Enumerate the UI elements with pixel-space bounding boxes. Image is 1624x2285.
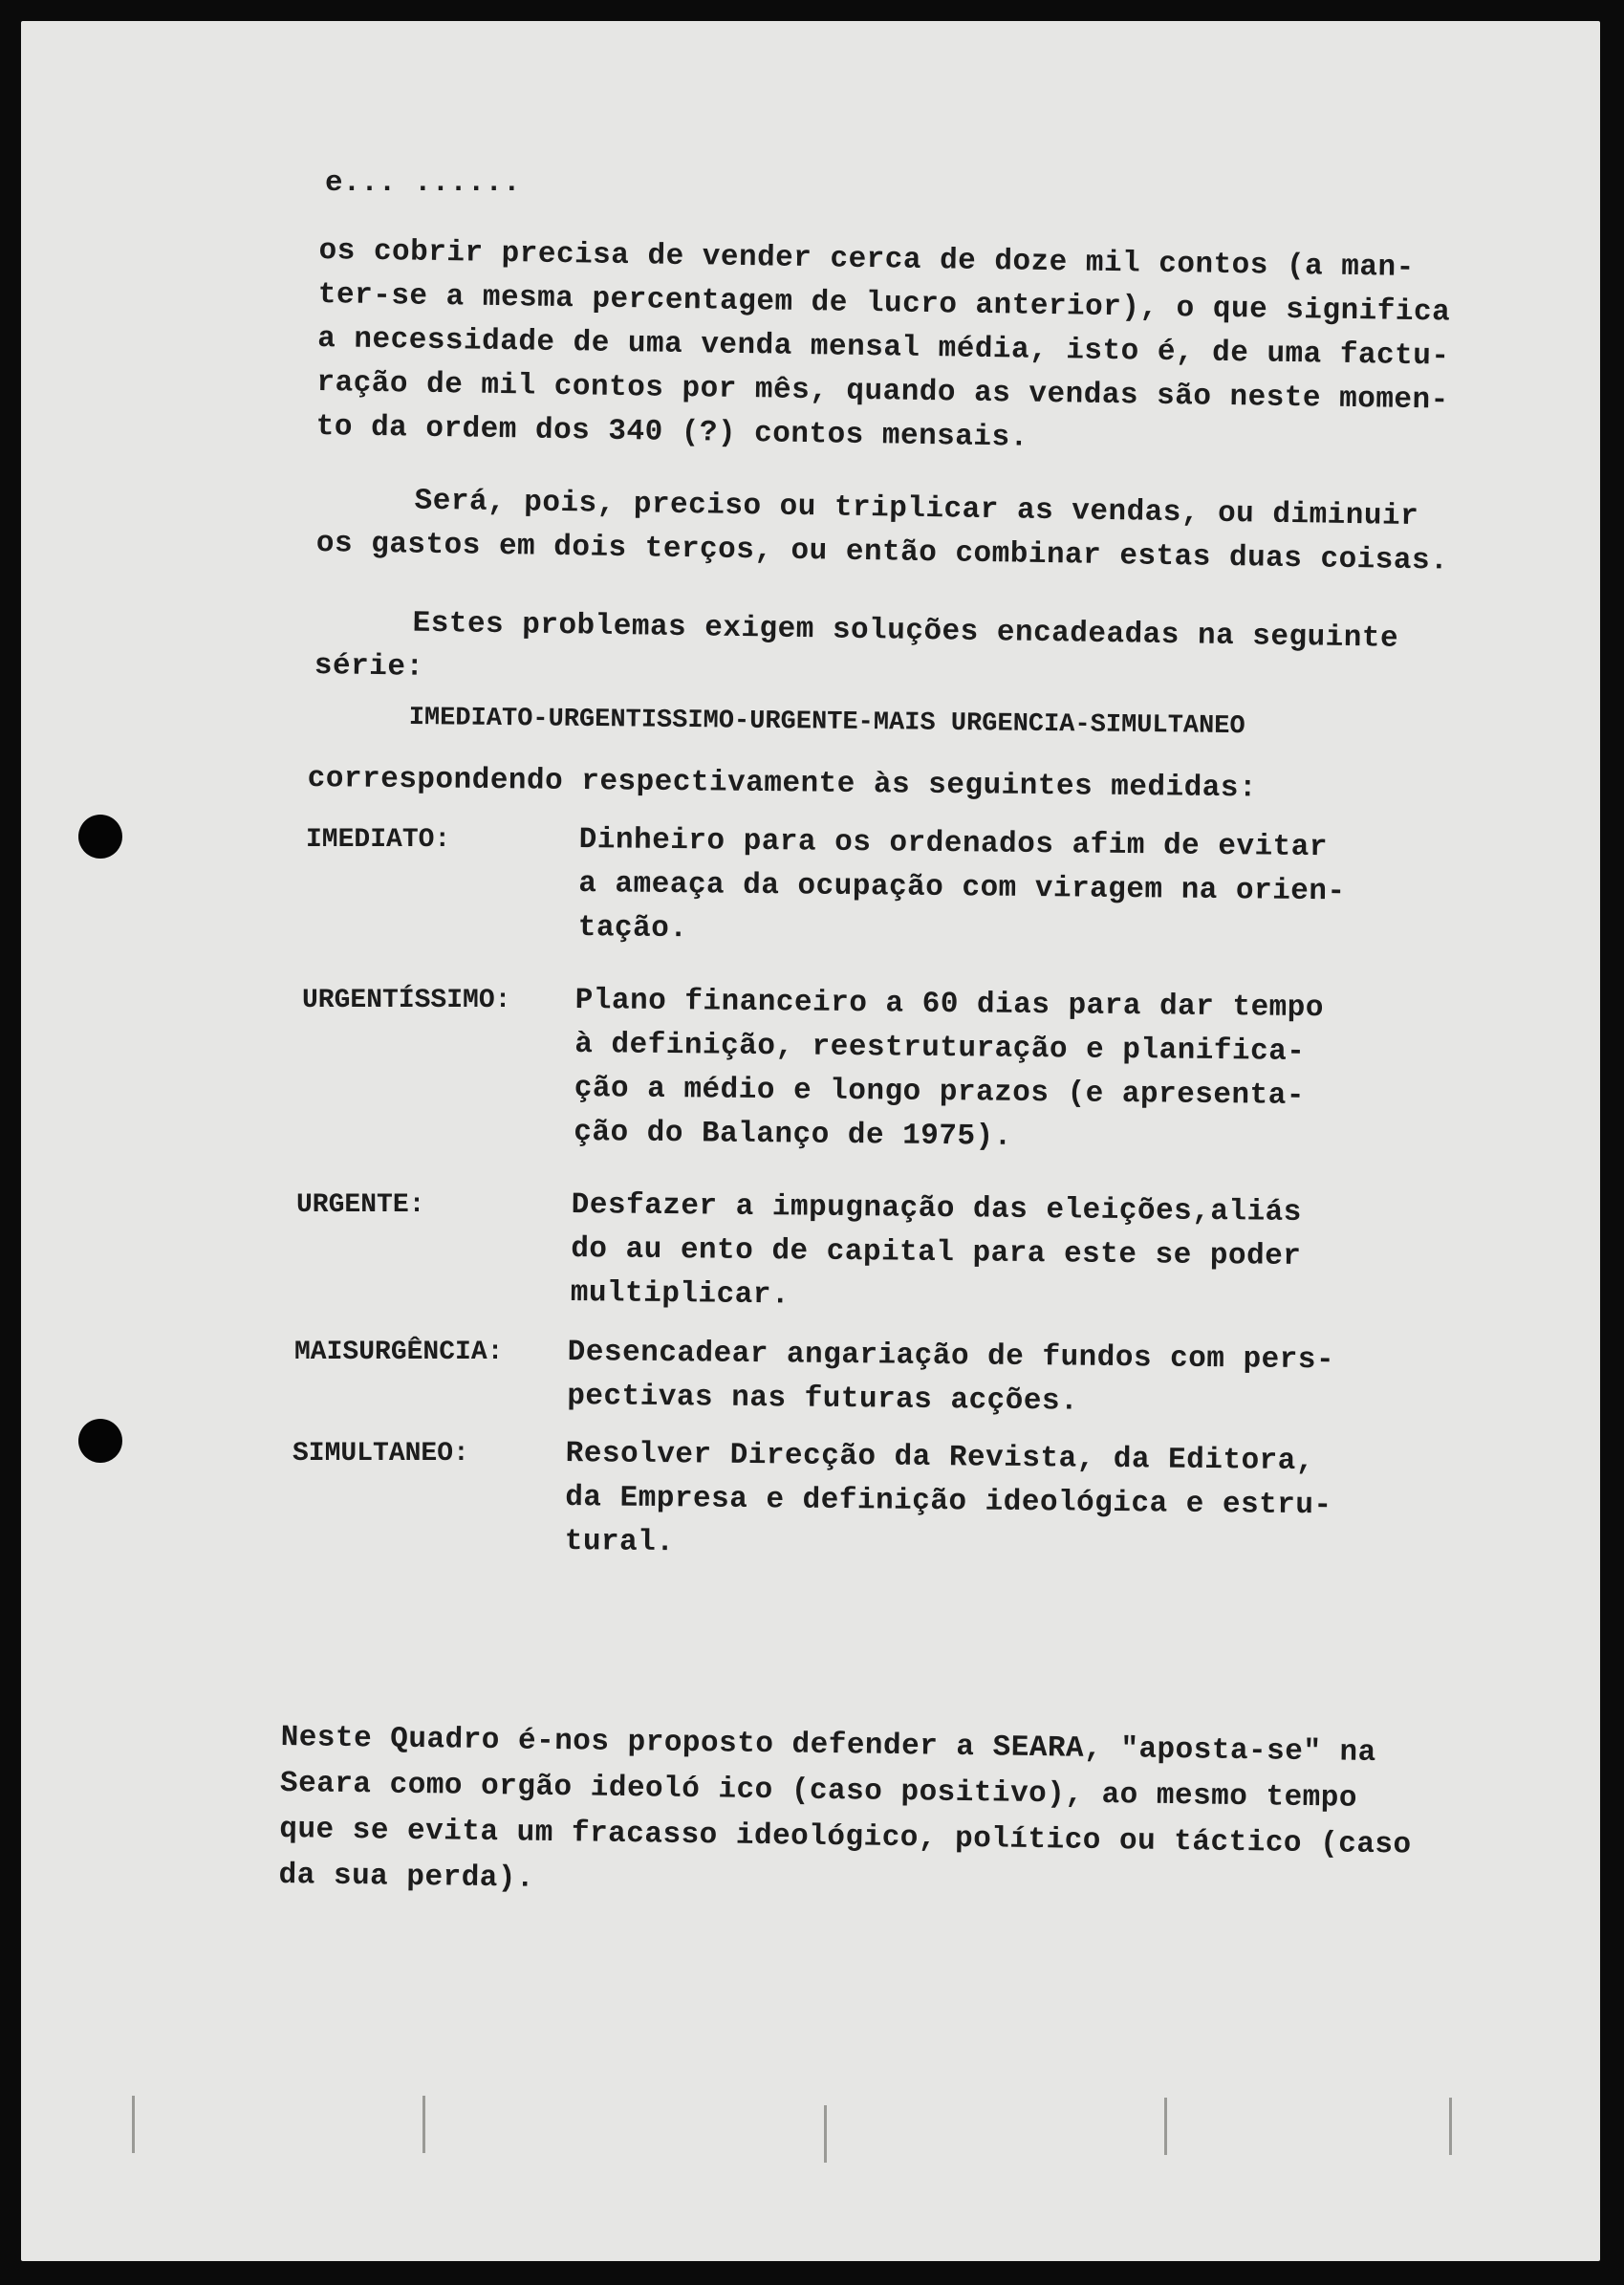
paper-mark [1164, 2098, 1167, 2155]
text-line: Plano financeiro a 60 dias para dar tempo [574, 983, 1325, 1026]
measure-text [578, 818, 1347, 958]
text-line: Neste Quadro é-nos proposto defender a SEARA, "aposta-se" na [280, 1720, 1376, 1770]
text-line: do au ento de capital para este se poder [571, 1231, 1302, 1273]
measures-intro: correspondendo respectivamente às seguintes medidas: [307, 761, 1258, 806]
measure-label: URGENTÍSSIMO: [302, 986, 511, 1015]
measure-label: URGENTE: [296, 1190, 425, 1220]
text-line: da sua perda). [278, 1858, 535, 1896]
text-line: a necessidade de uma venda mensal média, isto é, de uma factu- [316, 321, 1450, 374]
paragraph-problems [314, 600, 1399, 706]
text-line: Seara como orgão ideoló ico (caso positivo), ao mesmo tempo [279, 1766, 1358, 1816]
text-line: ção do Balanço de 1975). [574, 1115, 1012, 1154]
paragraph-options [316, 478, 1450, 584]
text-line: Estes problemas exigem soluções encadeadas na seguinte [412, 606, 1399, 656]
paper-mark [824, 2105, 827, 2163]
text-line: da Empresa e definição ideológica e estru- [565, 1480, 1332, 1523]
measure-text [574, 979, 1324, 1163]
text-line: tural. [564, 1524, 675, 1560]
text-line: Resolver Direcção da Revista, da Editora, [565, 1436, 1315, 1479]
paper-mark [422, 2096, 425, 2153]
text-line: pectivas nas futuras acções. [567, 1379, 1079, 1419]
measure-label: IMEDIATO: [306, 825, 451, 855]
paper-mark [132, 2096, 135, 2153]
punch-hole [78, 1419, 122, 1463]
cut-off-line: e... ...... [325, 166, 521, 200]
text-line: multiplicar. [570, 1275, 790, 1313]
text-line: ter-se a mesma percentagem de lucro anterior), o que significa [317, 277, 1451, 330]
measure-label: MAISURGÊNCIA: [294, 1338, 504, 1367]
measure-text [565, 1432, 1333, 1572]
text-line: série: [314, 648, 424, 685]
text-line: ção a médio e longo prazos (e apresenta- [574, 1071, 1306, 1113]
text-line: ração de mil contos por mês, quando as vendas são neste momen- [316, 365, 1449, 418]
paragraph-conclusion [278, 1715, 1413, 1915]
text-line: os cobrir precisa de vender cerca de doze mil contos (a man- [318, 233, 1415, 285]
measure-text [571, 1184, 1303, 1323]
punch-hole [78, 815, 122, 859]
text-line: à definição, reestruturação e planifica- [574, 1027, 1306, 1069]
text-line: que se evita um fracasso ideológico, político ou táctico (caso [279, 1812, 1412, 1862]
text-line: to da ordem dos 340 (?) contos mensais. [315, 409, 1029, 455]
measure-label: SIMULTANEO: [292, 1439, 469, 1469]
text-line: Desencadear angariação de fundos com pers- [567, 1335, 1335, 1378]
paragraph-costs [315, 229, 1451, 468]
text-line: Dinheiro para os ordenados afim de evitar [578, 822, 1329, 865]
text-line: Será, pois, preciso ou triplicar as vendas, ou diminuir [414, 484, 1419, 534]
text-line: tação. [577, 910, 688, 947]
text-line: a ameaça da ocupação com viragem na orien- [578, 866, 1346, 909]
text-line: Desfazer a impugnação das eleições,aliás [571, 1187, 1303, 1230]
measure-text [567, 1331, 1334, 1426]
typed-page [21, 21, 1600, 2261]
urgency-sequence: IMEDIATO-URGENTISSIMO-URGENTE-MAIS URGENCIA-SIMULTANEO [408, 703, 1245, 742]
paper-mark [1449, 2098, 1452, 2155]
text-line: os gastos em dois terços, ou então combinar estas duas coisas. [315, 526, 1449, 578]
